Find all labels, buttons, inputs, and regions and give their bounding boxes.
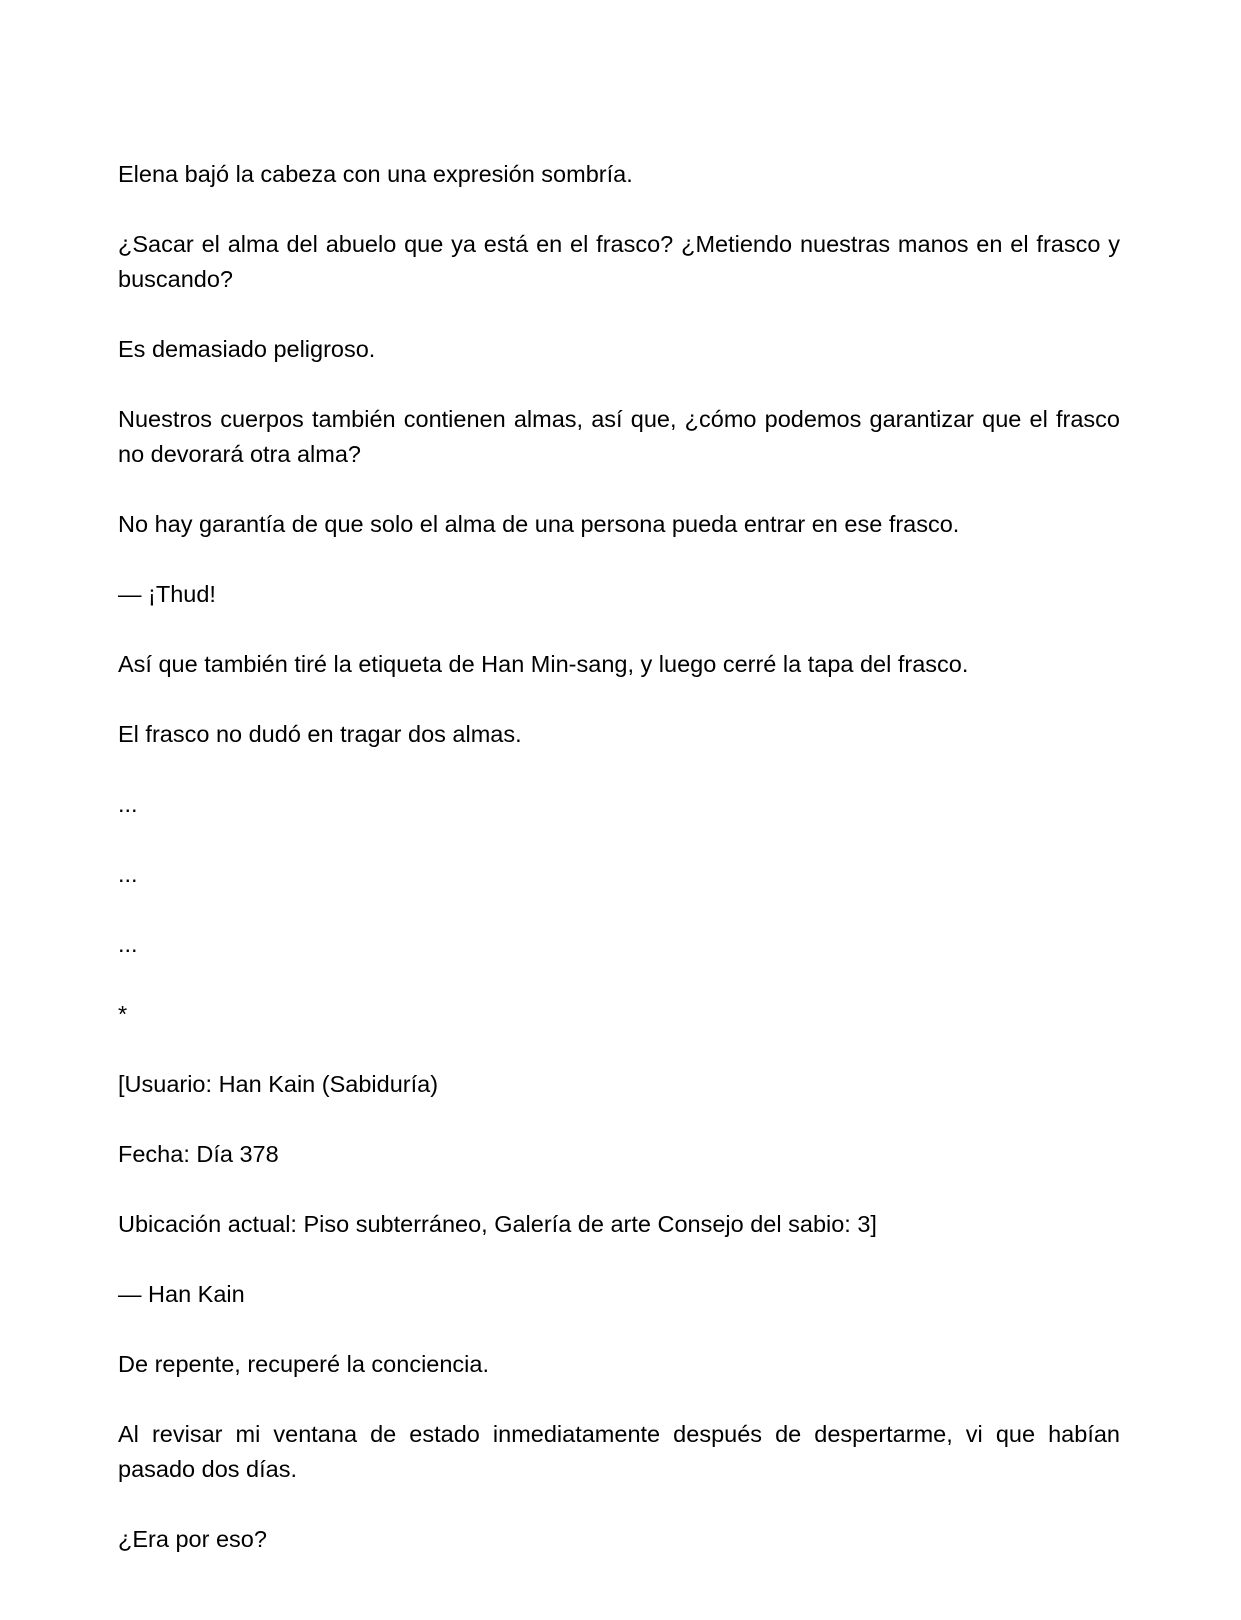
ellipsis-line: ... [118,931,138,957]
paragraph: Es demasiado peligroso. [118,336,376,362]
paragraph: ¿Sacar el alma del abuelo que ya está en el frasco? ¿Metiendo nuestras manos en el frasco y buscando? [118,231,1120,292]
paragraph: De repente, recuperé la conciencia. [118,1351,489,1377]
paragraph: Así que también tiré la etiqueta de Han Min-sang, y luego cerré la tapa del frasco. [118,651,969,677]
paragraph: — Han Kain [118,1281,245,1307]
scene-break: * [118,1001,128,1027]
paragraph: Al revisar mi ventana de estado inmediatamente después de despertarme, vi que habían pasado dos días. [118,1421,1120,1482]
paragraph: ¿Era por eso? [118,1526,267,1552]
paragraph: Nuestros cuerpos también contienen almas, así que, ¿cómo podemos garantizar que el frasco no devorará otra alma? [118,406,1120,467]
paragraph: El frasco no dudó en tragar dos almas. [118,721,522,747]
paragraph: [Usuario: Han Kain (Sabiduría) [118,1071,439,1097]
paragraph: Ubicación actual: Piso subterráneo, Galería de arte Consejo del sabio: 3] [118,1211,877,1237]
paragraph: No hay garantía de que solo el alma de una persona pueda entrar en ese frasco. [118,511,960,537]
document-body [118,0,1120,1592]
paragraph: Elena bajó la cabeza con una expresión sombría. [118,161,633,187]
ellipsis-line: ... [118,791,138,817]
paragraph: Fecha: Día 378 [118,1141,279,1167]
paragraph: — ¡Thud! [118,581,216,607]
ellipsis-line: ... [118,861,138,887]
